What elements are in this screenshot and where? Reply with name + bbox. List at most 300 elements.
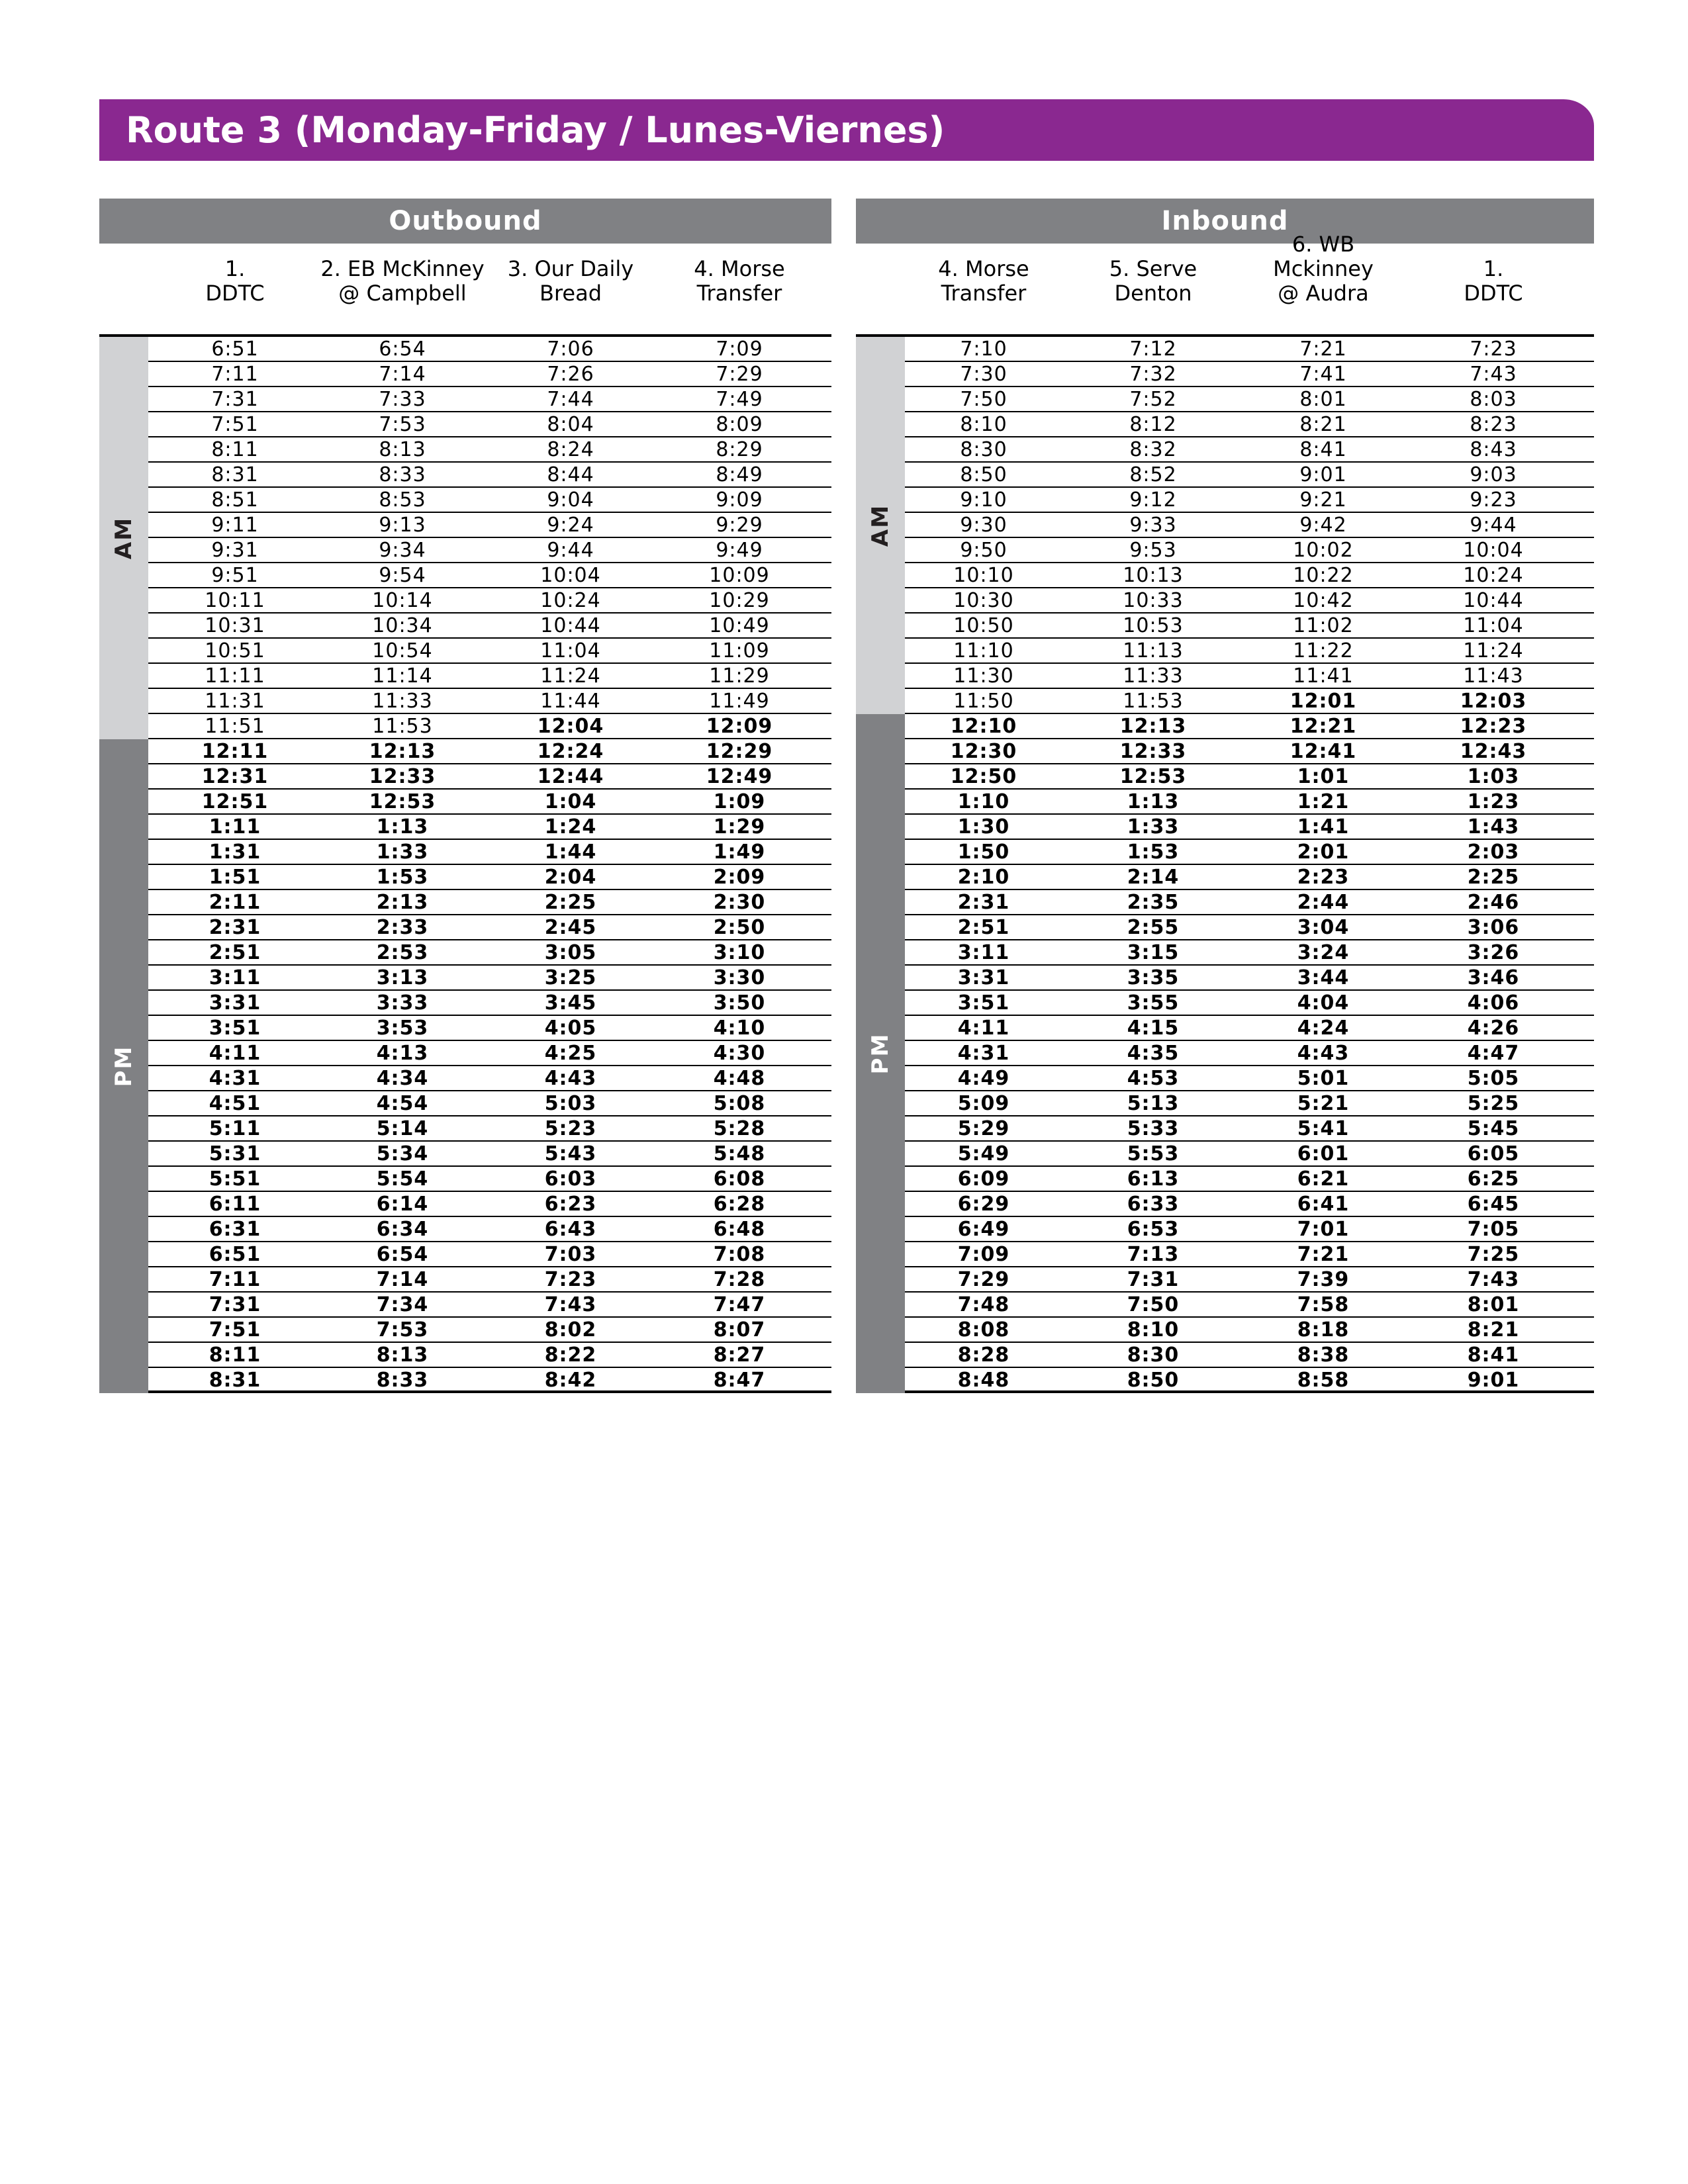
time-cell: 8:44 bbox=[547, 463, 594, 486]
time-cell: 2:33 bbox=[376, 916, 429, 939]
time-cell: 12:53 bbox=[369, 790, 436, 813]
table-row bbox=[148, 488, 831, 513]
time-cell: 7:44 bbox=[547, 388, 594, 411]
time-cell: 2:51 bbox=[957, 916, 1010, 939]
time-cell: 12:44 bbox=[537, 765, 604, 788]
time-cell: 6:01 bbox=[1297, 1142, 1350, 1165]
time-cell: 4:51 bbox=[209, 1092, 261, 1115]
time-cell: 12:29 bbox=[706, 740, 773, 763]
time-cell: 5:01 bbox=[1297, 1067, 1350, 1090]
time-cell: 7:43 bbox=[544, 1293, 597, 1316]
time-cell: 4:35 bbox=[1127, 1042, 1180, 1065]
pm-label: PM bbox=[867, 1032, 894, 1075]
inbound-am-band bbox=[856, 337, 905, 714]
table-row bbox=[905, 563, 1594, 588]
table-row bbox=[148, 1318, 831, 1343]
table-row bbox=[905, 915, 1594, 940]
time-cell: 1:29 bbox=[713, 815, 766, 839]
time-cell: 6:28 bbox=[713, 1193, 766, 1216]
am-label: AM bbox=[111, 516, 137, 560]
table-row bbox=[905, 1217, 1594, 1242]
time-cell: 10:30 bbox=[953, 589, 1014, 612]
time-cell: 1:01 bbox=[1297, 765, 1350, 788]
time-cell: 8:04 bbox=[547, 413, 594, 436]
time-cell: 6:49 bbox=[957, 1218, 1010, 1241]
time-cell: 11:11 bbox=[205, 664, 265, 688]
time-cell: 8:13 bbox=[379, 438, 426, 461]
time-cell: 8:09 bbox=[716, 413, 763, 436]
time-cell: 8:33 bbox=[376, 1369, 429, 1392]
time-cell: 9:23 bbox=[1470, 488, 1517, 512]
time-cell: 8:51 bbox=[211, 488, 259, 512]
time-cell: 2:51 bbox=[209, 941, 261, 964]
time-cell: 6:41 bbox=[1297, 1193, 1350, 1216]
time-cell: 6:33 bbox=[1127, 1193, 1180, 1216]
time-cell: 5:48 bbox=[713, 1142, 766, 1165]
time-cell: 7:06 bbox=[547, 338, 594, 361]
table-row bbox=[148, 437, 831, 463]
time-cell: 1:04 bbox=[544, 790, 597, 813]
time-cell: 1:33 bbox=[1127, 815, 1180, 839]
time-cell: 10:24 bbox=[540, 589, 601, 612]
time-cell: 3:44 bbox=[1297, 966, 1350, 989]
time-cell: 9:44 bbox=[547, 539, 594, 562]
time-cell: 6:25 bbox=[1467, 1167, 1520, 1191]
time-cell: 1:33 bbox=[376, 841, 429, 864]
time-cell: 11:33 bbox=[1123, 664, 1184, 688]
time-cell: 11:24 bbox=[540, 664, 601, 688]
time-cell: 6:29 bbox=[957, 1193, 1010, 1216]
table-row bbox=[148, 915, 831, 940]
time-cell: 1:24 bbox=[544, 815, 597, 839]
time-cell: 5:54 bbox=[376, 1167, 429, 1191]
time-cell: 1:49 bbox=[713, 841, 766, 864]
time-cell: 6:03 bbox=[544, 1167, 597, 1191]
time-cell: 5:03 bbox=[544, 1092, 597, 1115]
table-row bbox=[148, 689, 831, 714]
table-row bbox=[905, 764, 1594, 790]
outbound-column-headers bbox=[99, 244, 831, 337]
time-cell: 3:53 bbox=[376, 1017, 429, 1040]
time-cell: 7:11 bbox=[211, 363, 259, 386]
time-cell: 8:52 bbox=[1129, 463, 1177, 486]
time-cell: 6:13 bbox=[1127, 1167, 1180, 1191]
table-row bbox=[148, 1192, 831, 1217]
time-cell: 10:51 bbox=[205, 639, 265, 662]
time-cell: 1:44 bbox=[544, 841, 597, 864]
time-cell: 5:45 bbox=[1467, 1117, 1520, 1140]
time-cell: 1:41 bbox=[1297, 815, 1350, 839]
table-row bbox=[905, 714, 1594, 739]
table-row bbox=[148, 362, 831, 387]
time-cell: 5:33 bbox=[1127, 1117, 1180, 1140]
time-cell: 7:14 bbox=[379, 363, 426, 386]
time-cell: 2:50 bbox=[713, 916, 766, 939]
time-cell: 8:50 bbox=[1127, 1369, 1180, 1392]
table-row bbox=[148, 1142, 831, 1167]
time-cell: 10:14 bbox=[372, 589, 433, 612]
time-cell: 8:18 bbox=[1297, 1318, 1350, 1342]
time-cell: 6:09 bbox=[957, 1167, 1010, 1191]
time-cell: 2:44 bbox=[1297, 891, 1350, 914]
time-cell: 9:13 bbox=[379, 514, 426, 537]
time-cell: 8:23 bbox=[1470, 413, 1517, 436]
time-cell: 4:31 bbox=[957, 1042, 1010, 1065]
table-row bbox=[148, 588, 831, 614]
time-cell: 2:55 bbox=[1127, 916, 1180, 939]
time-cell: 4:26 bbox=[1467, 1017, 1520, 1040]
time-cell: 11:43 bbox=[1463, 664, 1524, 688]
time-cell: 7:28 bbox=[713, 1268, 766, 1291]
outbound-pm-band bbox=[99, 739, 148, 1393]
time-cell: 4:53 bbox=[1127, 1067, 1180, 1090]
time-cell: 2:09 bbox=[713, 866, 766, 889]
time-cell: 4:43 bbox=[1297, 1042, 1350, 1065]
table-row bbox=[148, 1293, 831, 1318]
time-cell: 7:01 bbox=[1297, 1218, 1350, 1241]
time-cell: 3:35 bbox=[1127, 966, 1180, 989]
time-cell: 4:24 bbox=[1297, 1017, 1350, 1040]
table-row bbox=[905, 991, 1594, 1016]
table-row bbox=[148, 614, 831, 639]
table-row bbox=[905, 1091, 1594, 1116]
table-row bbox=[905, 1167, 1594, 1192]
time-cell: 1:50 bbox=[957, 841, 1010, 864]
time-cell: 10:49 bbox=[709, 614, 770, 637]
time-cell: 10:22 bbox=[1293, 564, 1354, 587]
am-label: AM bbox=[867, 504, 894, 547]
outbound-body bbox=[99, 337, 831, 1393]
time-cell: 11:33 bbox=[372, 690, 433, 713]
time-cell: 5:13 bbox=[1127, 1092, 1180, 1115]
time-cell: 12:13 bbox=[1119, 715, 1187, 738]
time-cell: 11:30 bbox=[953, 664, 1014, 688]
time-cell: 8:41 bbox=[1299, 438, 1347, 461]
table-row bbox=[148, 1368, 831, 1393]
time-cell: 3:30 bbox=[713, 966, 766, 989]
time-cell: 12:50 bbox=[950, 765, 1017, 788]
time-cell: 7:58 bbox=[1297, 1293, 1350, 1316]
time-cell: 7:43 bbox=[1467, 1268, 1520, 1291]
time-cell: 7:05 bbox=[1467, 1218, 1520, 1241]
time-cell: 7:30 bbox=[960, 363, 1008, 386]
time-cell: 8:58 bbox=[1297, 1369, 1350, 1392]
time-cell: 7:09 bbox=[957, 1243, 1010, 1266]
table-row bbox=[905, 463, 1594, 488]
time-cell: 5:25 bbox=[1467, 1092, 1520, 1115]
time-cell: 9:01 bbox=[1467, 1369, 1520, 1392]
table-row bbox=[148, 815, 831, 840]
time-cell: 11:09 bbox=[709, 639, 770, 662]
time-cell: 6:54 bbox=[379, 338, 426, 361]
time-cell: 7:11 bbox=[209, 1268, 261, 1291]
time-cell: 2:01 bbox=[1297, 841, 1350, 864]
inbound-body bbox=[856, 337, 1594, 1393]
time-cell: 10:44 bbox=[540, 614, 601, 637]
time-cell: 3:31 bbox=[957, 966, 1010, 989]
time-cell: 7:13 bbox=[1127, 1243, 1180, 1266]
time-cell: 10:11 bbox=[205, 589, 265, 612]
time-cell: 5:51 bbox=[209, 1167, 261, 1191]
time-cell: 12:49 bbox=[706, 765, 773, 788]
time-cell: 8:31 bbox=[209, 1369, 261, 1392]
time-cell: 11:41 bbox=[1293, 664, 1354, 688]
time-cell: 4:54 bbox=[376, 1092, 429, 1115]
time-cell: 2:25 bbox=[1467, 866, 1520, 889]
time-cell: 9:10 bbox=[960, 488, 1008, 512]
time-cell: 9:30 bbox=[960, 514, 1008, 537]
time-cell: 7:21 bbox=[1299, 338, 1347, 361]
time-cell: 3:25 bbox=[544, 966, 597, 989]
time-cell: 5:23 bbox=[544, 1117, 597, 1140]
table-row bbox=[905, 890, 1594, 915]
time-cell: 7:51 bbox=[209, 1318, 261, 1342]
time-cell: 5:53 bbox=[1127, 1142, 1180, 1165]
table-row bbox=[905, 739, 1594, 764]
time-cell: 8:07 bbox=[713, 1318, 766, 1342]
time-cell: 3:15 bbox=[1127, 941, 1180, 964]
time-cell: 11:53 bbox=[372, 715, 433, 738]
time-cell: 12:31 bbox=[201, 765, 269, 788]
table-row bbox=[905, 1066, 1594, 1091]
time-cell: 12:13 bbox=[369, 740, 436, 763]
time-cell: 3:10 bbox=[713, 941, 766, 964]
time-cell: 8:48 bbox=[957, 1369, 1010, 1392]
time-cell: 8:53 bbox=[379, 488, 426, 512]
time-cell: 5:08 bbox=[713, 1092, 766, 1115]
time-cell: 9:03 bbox=[1470, 463, 1517, 486]
table-row bbox=[905, 337, 1594, 362]
inbound-col-1: 4. Morse Transfer bbox=[938, 256, 1029, 306]
time-cell: 2:13 bbox=[376, 891, 429, 914]
time-cell: 9:29 bbox=[716, 514, 763, 537]
table-row bbox=[148, 412, 831, 437]
time-cell: 2:31 bbox=[209, 916, 261, 939]
time-cell: 1:31 bbox=[209, 841, 261, 864]
time-cell: 7:47 bbox=[713, 1293, 766, 1316]
time-cell: 10:04 bbox=[1463, 539, 1524, 562]
time-cell: 8:03 bbox=[1470, 388, 1517, 411]
table-row bbox=[148, 387, 831, 412]
time-cell: 10:04 bbox=[540, 564, 601, 587]
time-cell: 9:54 bbox=[379, 564, 426, 587]
time-cell: 6:34 bbox=[376, 1218, 429, 1241]
time-cell: 5:31 bbox=[209, 1142, 261, 1165]
time-cell: 8:28 bbox=[957, 1343, 1010, 1367]
time-cell: 3:33 bbox=[376, 991, 429, 1015]
time-cell: 4:43 bbox=[544, 1067, 597, 1090]
time-cell: 5:29 bbox=[957, 1117, 1010, 1140]
time-cell: 2:03 bbox=[1467, 841, 1520, 864]
time-cell: 4:34 bbox=[376, 1067, 429, 1090]
time-cell: 8:10 bbox=[960, 413, 1008, 436]
time-cell: 6:08 bbox=[713, 1167, 766, 1191]
time-cell: 1:30 bbox=[957, 815, 1010, 839]
time-cell: 5:43 bbox=[544, 1142, 597, 1165]
table-row bbox=[148, 1343, 831, 1368]
time-cell: 6:14 bbox=[376, 1193, 429, 1216]
time-cell: 3:31 bbox=[209, 991, 261, 1015]
time-cell: 3:51 bbox=[209, 1017, 261, 1040]
time-cell: 9:31 bbox=[211, 539, 259, 562]
time-cell: 2:46 bbox=[1467, 891, 1520, 914]
time-cell: 4:30 bbox=[713, 1042, 766, 1065]
time-cell: 11:29 bbox=[709, 664, 770, 688]
time-cell: 7:51 bbox=[211, 413, 259, 436]
time-cell: 6:31 bbox=[209, 1218, 261, 1241]
table-row bbox=[905, 1293, 1594, 1318]
time-cell: 7:25 bbox=[1467, 1243, 1520, 1266]
table-row bbox=[148, 1066, 831, 1091]
time-cell: 11:53 bbox=[1123, 690, 1184, 713]
time-cell: 1:03 bbox=[1467, 765, 1520, 788]
pm-label: PM bbox=[111, 1045, 137, 1087]
time-cell: 10:54 bbox=[372, 639, 433, 662]
time-cell: 8:02 bbox=[544, 1318, 597, 1342]
time-cell: 7:49 bbox=[716, 388, 763, 411]
time-cell: 7:31 bbox=[209, 1293, 261, 1316]
inbound-pm-band bbox=[856, 714, 905, 1393]
table-row bbox=[905, 865, 1594, 890]
time-cell: 8:31 bbox=[211, 463, 259, 486]
time-cell: 5:11 bbox=[209, 1117, 261, 1140]
time-cell: 8:01 bbox=[1467, 1293, 1520, 1316]
time-cell: 4:06 bbox=[1467, 991, 1520, 1015]
inbound-col-3: 6. WB Mckinney @ Audra bbox=[1273, 232, 1374, 306]
inbound-col-4: 1. DDTC bbox=[1464, 256, 1523, 306]
time-cell: 9:34 bbox=[379, 539, 426, 562]
time-cell: 9:12 bbox=[1129, 488, 1177, 512]
table-row bbox=[905, 513, 1594, 538]
time-cell: 8:24 bbox=[547, 438, 594, 461]
time-cell: 3:04 bbox=[1297, 916, 1350, 939]
table-row bbox=[905, 614, 1594, 639]
time-cell: 9:01 bbox=[1299, 463, 1347, 486]
time-cell: 2:23 bbox=[1297, 866, 1350, 889]
time-cell: 6:51 bbox=[211, 338, 259, 361]
time-cell: 4:15 bbox=[1127, 1017, 1180, 1040]
time-cell: 2:45 bbox=[544, 916, 597, 939]
outbound-am-band bbox=[99, 337, 148, 739]
time-cell: 7:50 bbox=[1127, 1293, 1180, 1316]
time-cell: 7:29 bbox=[957, 1268, 1010, 1291]
time-cell: 8:30 bbox=[1127, 1343, 1180, 1367]
time-cell: 7:29 bbox=[716, 363, 763, 386]
table-row bbox=[148, 1242, 831, 1267]
time-cell: 1:11 bbox=[209, 815, 261, 839]
time-cell: 8:29 bbox=[716, 438, 763, 461]
time-cell: 11:49 bbox=[709, 690, 770, 713]
table-row bbox=[905, 639, 1594, 664]
time-cell: 3:45 bbox=[544, 991, 597, 1015]
time-cell: 1:53 bbox=[1127, 841, 1180, 864]
time-cell: 2:30 bbox=[713, 891, 766, 914]
table-row bbox=[148, 1041, 831, 1066]
table-row bbox=[148, 463, 831, 488]
outbound-col-2: 2. EB McKinney @ Campbell bbox=[320, 256, 485, 306]
time-cell: 9:33 bbox=[1129, 514, 1177, 537]
time-cell: 11:04 bbox=[1463, 614, 1524, 637]
time-cell: 2:11 bbox=[209, 891, 261, 914]
time-cell: 7:53 bbox=[376, 1318, 429, 1342]
time-cell: 7:41 bbox=[1299, 363, 1347, 386]
time-cell: 9:53 bbox=[1129, 539, 1177, 562]
table-row bbox=[148, 1167, 831, 1192]
time-cell: 11:22 bbox=[1293, 639, 1354, 662]
time-cell: 8:08 bbox=[957, 1318, 1010, 1342]
time-cell: 11:04 bbox=[540, 639, 601, 662]
table-row bbox=[148, 1091, 831, 1116]
table-row bbox=[905, 840, 1594, 865]
time-cell: 8:13 bbox=[376, 1343, 429, 1367]
time-cell: 7:23 bbox=[544, 1268, 597, 1291]
time-cell: 9:24 bbox=[547, 514, 594, 537]
table-row bbox=[148, 840, 831, 865]
time-cell: 10:34 bbox=[372, 614, 433, 637]
time-cell: 12:30 bbox=[950, 740, 1017, 763]
time-cell: 11:02 bbox=[1293, 614, 1354, 637]
time-cell: 2:14 bbox=[1127, 866, 1180, 889]
table-row bbox=[148, 1217, 831, 1242]
time-cell: 2:04 bbox=[544, 866, 597, 889]
time-cell: 7:08 bbox=[713, 1243, 766, 1266]
time-cell: 5:09 bbox=[957, 1092, 1010, 1115]
time-cell: 3:11 bbox=[957, 941, 1010, 964]
time-cell: 12:03 bbox=[1460, 690, 1527, 713]
time-cell: 12:23 bbox=[1460, 715, 1527, 738]
time-cell: 8:21 bbox=[1299, 413, 1347, 436]
time-cell: 10:09 bbox=[709, 564, 770, 587]
time-cell: 9:44 bbox=[1470, 514, 1517, 537]
time-cell: 5:49 bbox=[957, 1142, 1010, 1165]
page-title: Route 3 (Monday-Friday / Lunes-Viernes) bbox=[126, 109, 945, 151]
time-cell: 9:42 bbox=[1299, 514, 1347, 537]
time-cell: 6:05 bbox=[1467, 1142, 1520, 1165]
table-row bbox=[148, 790, 831, 815]
time-cell: 9:21 bbox=[1299, 488, 1347, 512]
table-row bbox=[905, 790, 1594, 815]
time-cell: 7:50 bbox=[960, 388, 1008, 411]
table-row bbox=[905, 1318, 1594, 1343]
table-row bbox=[148, 664, 831, 689]
outbound-table bbox=[99, 199, 831, 1393]
time-cell: 5:21 bbox=[1297, 1092, 1350, 1115]
time-cell: 12:33 bbox=[369, 765, 436, 788]
time-cell: 12:11 bbox=[201, 740, 269, 763]
time-cell: 12:41 bbox=[1289, 740, 1357, 763]
time-cell: 12:51 bbox=[201, 790, 269, 813]
time-cell: 12:04 bbox=[537, 715, 604, 738]
time-cell: 6:11 bbox=[209, 1193, 261, 1216]
time-cell: 3:06 bbox=[1467, 916, 1520, 939]
time-cell: 5:14 bbox=[376, 1117, 429, 1140]
time-cell: 4:05 bbox=[544, 1017, 597, 1040]
time-cell: 1:43 bbox=[1467, 815, 1520, 839]
time-cell: 10:33 bbox=[1123, 589, 1184, 612]
table-row bbox=[148, 513, 831, 538]
time-cell: 8:47 bbox=[713, 1369, 766, 1392]
table-row bbox=[905, 689, 1594, 714]
table-row bbox=[905, 412, 1594, 437]
time-cell: 7:31 bbox=[211, 388, 259, 411]
table-row bbox=[148, 563, 831, 588]
time-cell: 10:44 bbox=[1463, 589, 1524, 612]
time-cell: 3:13 bbox=[376, 966, 429, 989]
time-cell: 4:04 bbox=[1297, 991, 1350, 1015]
time-cell: 11:44 bbox=[540, 690, 601, 713]
title-bar bbox=[99, 99, 1594, 161]
time-cell: 3:24 bbox=[1297, 941, 1350, 964]
